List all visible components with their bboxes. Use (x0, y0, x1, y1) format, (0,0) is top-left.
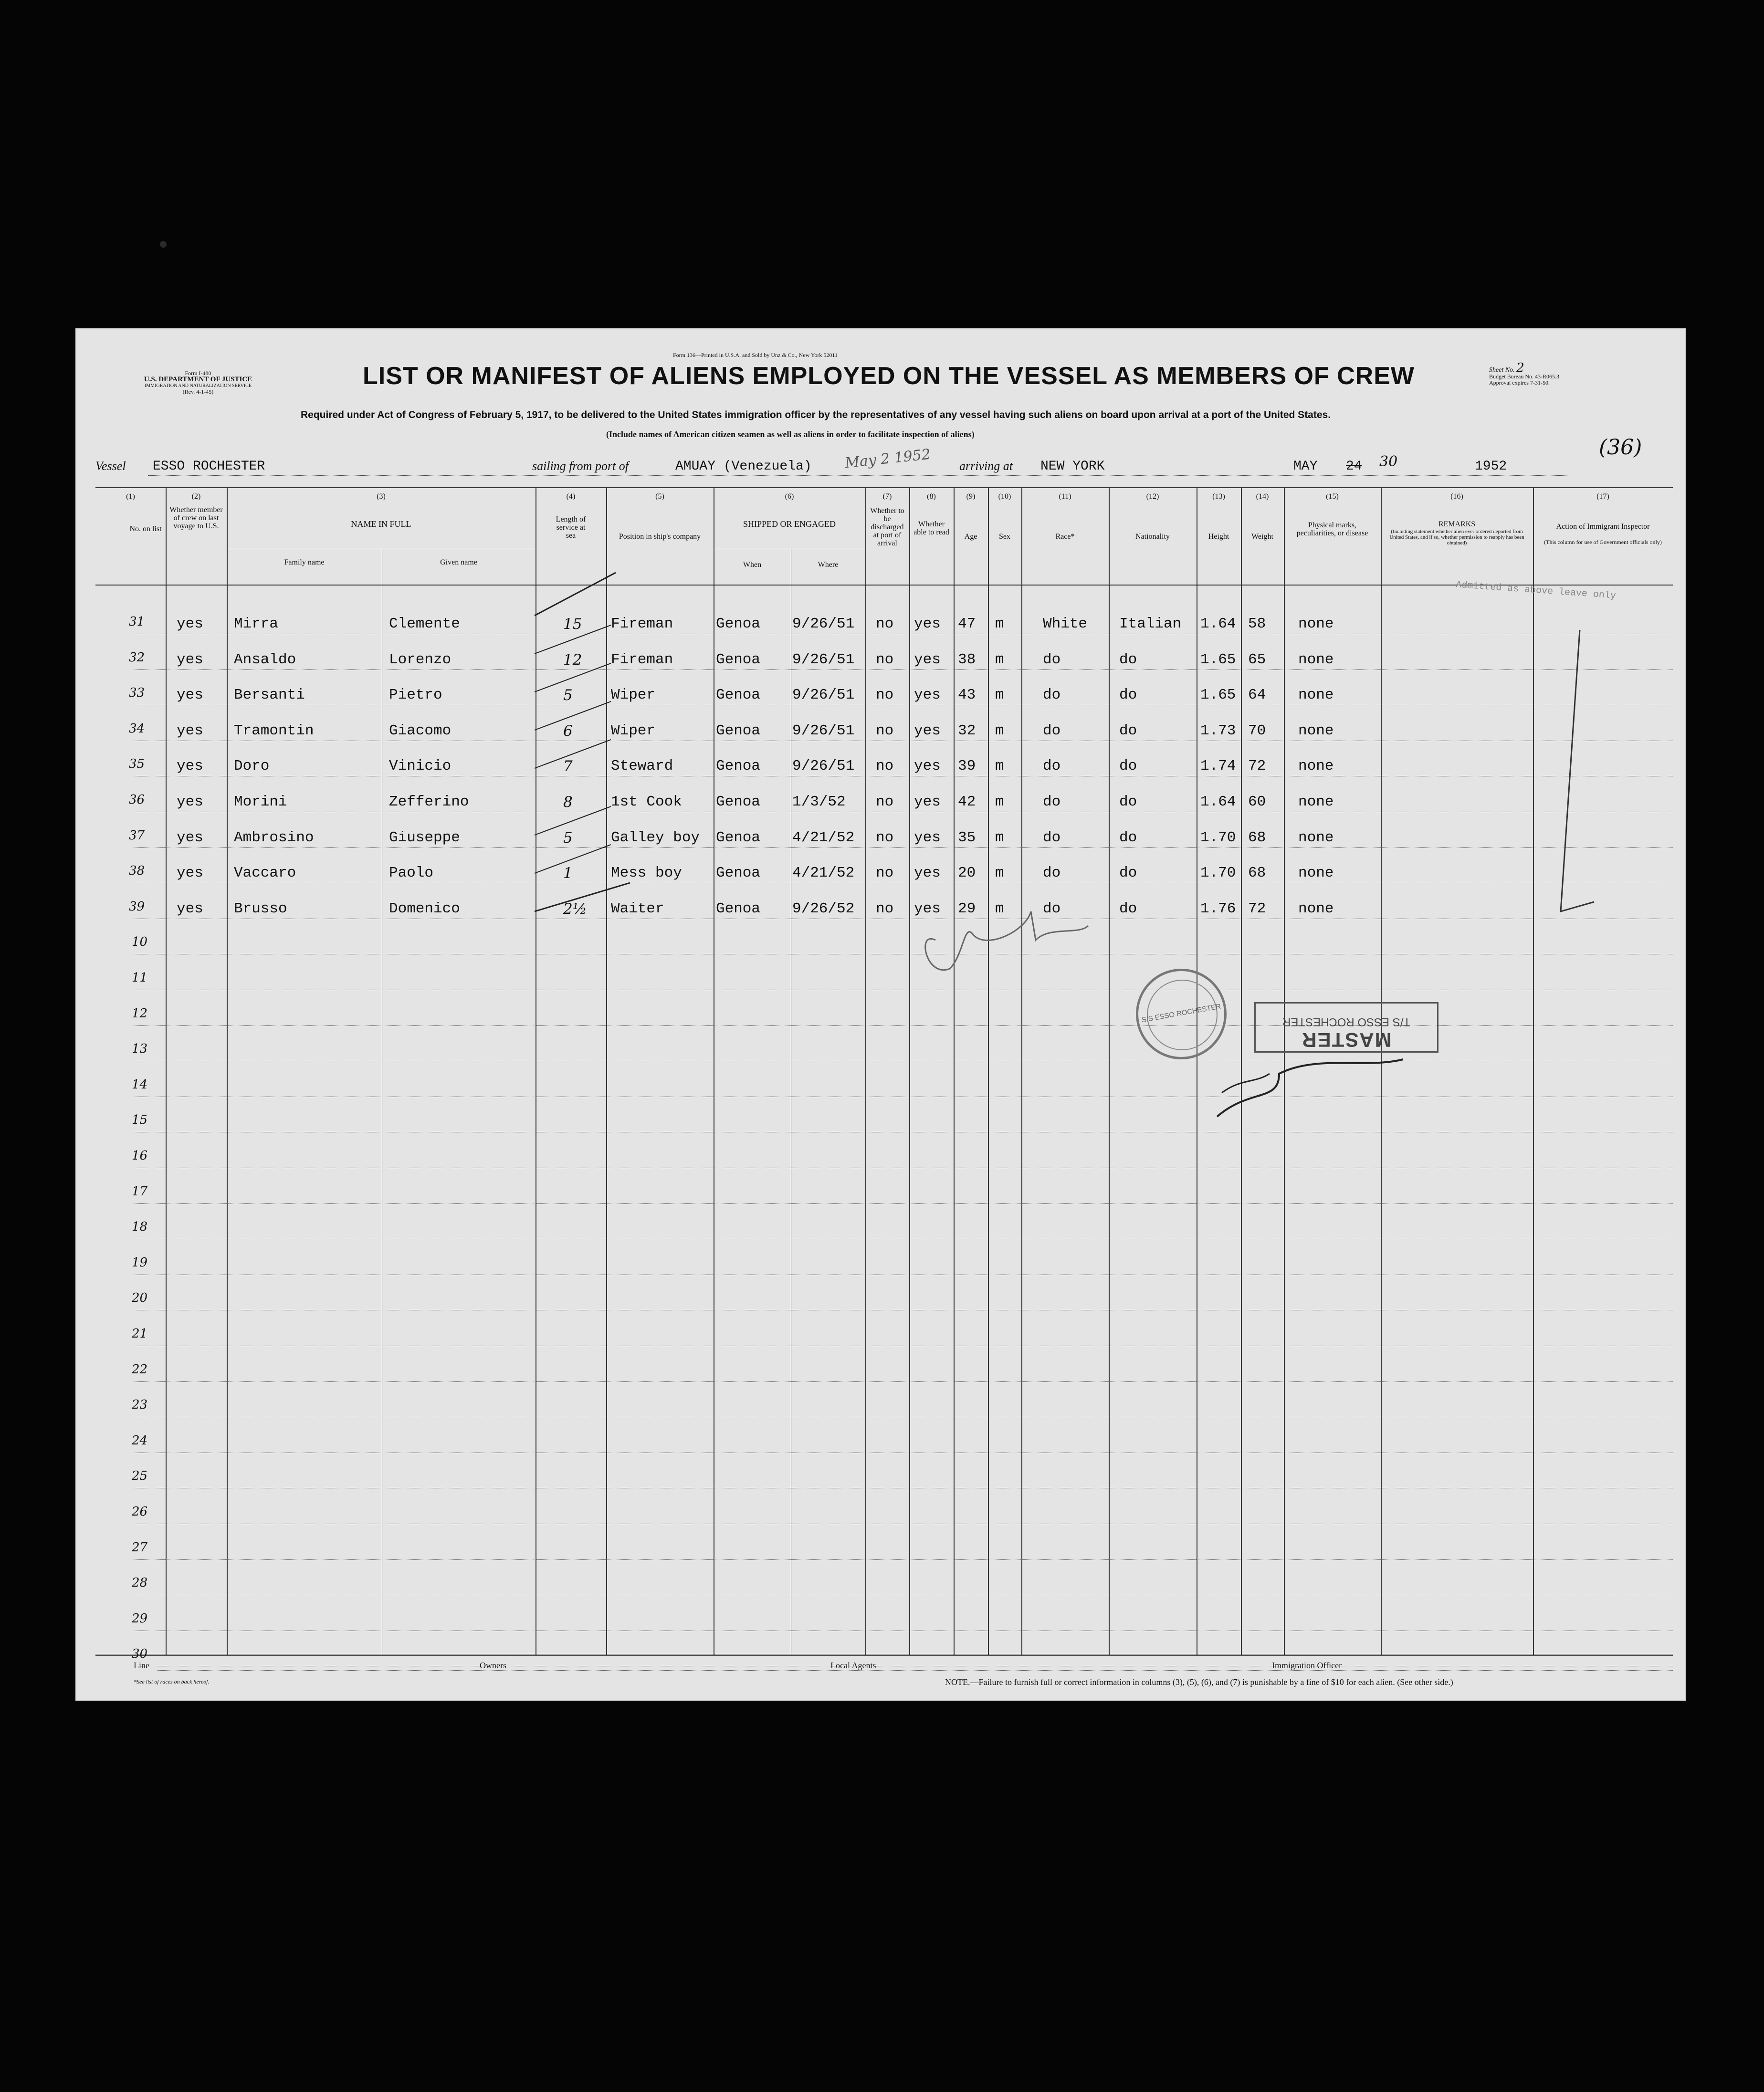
shipped-where-cell: Genoa (716, 616, 761, 632)
weight-cell: 64 (1248, 687, 1266, 704)
family-name-cell: Vaccaro (234, 865, 296, 882)
col13-number: (13) (1212, 492, 1225, 501)
discharged-cell: no (876, 687, 894, 704)
where-header: Where (818, 561, 839, 569)
nationality-cell: do (1119, 722, 1137, 739)
ship-seal-stamp (1136, 969, 1227, 1059)
physical-marks-cell: none (1298, 722, 1334, 739)
age-cell: 20 (958, 865, 976, 882)
position-cell: Mess boy (611, 865, 682, 882)
col7-number: (7) (882, 492, 892, 501)
shipped-when-cell: 4/21/52 (792, 865, 855, 882)
position-cell: Fireman (611, 616, 673, 632)
shipped-when-cell: 9/26/52 (792, 900, 855, 917)
arrival-month: MAY (1293, 459, 1318, 474)
col3-header: NAME IN FULL (351, 519, 411, 529)
able-to-read-cell: yes (914, 794, 941, 810)
footer-line-label: Line (134, 1661, 149, 1670)
nationality-cell: do (1119, 900, 1137, 917)
age-cell: 47 (958, 616, 976, 632)
department: U.S. DEPARTMENT OF JUSTICE (144, 376, 252, 383)
col17-subheader: (This column for use of Government officials only) (1544, 539, 1662, 545)
col17-number: (17) (1596, 492, 1609, 501)
given-name-cell: Lorenzo (389, 651, 452, 668)
arrival-port: NEW YORK (1040, 459, 1105, 474)
row-number: 35 (129, 757, 145, 772)
col6-header: SHIPPED OR ENGAGED (743, 519, 836, 529)
height-cell: 1.76 (1200, 900, 1236, 917)
able-to-read-cell: yes (914, 758, 941, 775)
discharged-cell: no (876, 829, 894, 846)
discharged-cell: no (876, 900, 894, 917)
shipped-where-cell: Genoa (716, 722, 761, 739)
family-name-cell: Doro (234, 758, 270, 775)
form-subtitle: Required under Act of Congress of February 5, 1917, to be delivered to the United States immigration officer by the representatives of any vessel having such aliens on board upon arrival at a port of the United States. (301, 409, 1331, 420)
physical-marks-cell: none (1298, 865, 1334, 882)
row-number: 31 (129, 615, 145, 629)
able-to-read-cell: yes (914, 829, 941, 846)
age-cell: 38 (958, 651, 976, 668)
penalty-note: NOTE.—Failure to furnish full or correct information in columns (3), (5), (6), and (7) is punishable by a fine of $10 for each alien. (See other side.) (945, 1677, 1453, 1687)
position-cell: Wiper (611, 722, 656, 739)
col5-number: (5) (655, 492, 664, 501)
height-cell: 1.70 (1200, 829, 1236, 846)
vessel-label: Vessel (95, 459, 126, 473)
pen-strokes (76, 329, 1685, 1700)
prior-voyage-cell: yes (177, 829, 203, 846)
family-name-cell: Bersanti (234, 687, 305, 704)
row-number: 36 (129, 793, 145, 807)
footer-owners-label: Owners (480, 1661, 506, 1670)
prior-voyage-cell: yes (177, 900, 203, 917)
service: IMMIGRATION AND NATURALIZATION SERVICE (145, 383, 252, 388)
row-number: 33 (129, 686, 145, 701)
discharged-cell: no (876, 616, 894, 632)
prior-voyage-cell: yes (177, 651, 203, 668)
row-number: 22 (132, 1362, 148, 1377)
row-number: 34 (129, 721, 145, 736)
row-number: 26 (132, 1505, 148, 1519)
weight-cell: 60 (1248, 794, 1266, 810)
weight-cell: 68 (1248, 829, 1266, 846)
prior-voyage-cell: yes (177, 687, 203, 704)
race-cell: do (1043, 794, 1061, 810)
weight-cell: 65 (1248, 651, 1266, 668)
given-name-cell: Paolo (389, 865, 434, 882)
budget-bureau: Budget Bureau No. 43-R065.3. (1489, 373, 1561, 380)
row-number: 18 (132, 1220, 148, 1234)
weight-cell: 58 (1248, 616, 1266, 632)
able-to-read-cell: yes (914, 616, 941, 632)
family-name-cell: Brusso (234, 900, 287, 917)
service-length-cell: 6 (563, 722, 573, 740)
family-name-cell: Tramontin (234, 722, 314, 739)
weight-cell: 70 (1248, 722, 1266, 739)
row-number: 20 (132, 1291, 148, 1306)
shipped-where-cell: Genoa (716, 794, 761, 810)
height-cell: 1.70 (1200, 865, 1236, 882)
footer-agents-label: Local Agents (830, 1661, 876, 1670)
service-length-cell: 15 (563, 616, 582, 633)
shipped-where-cell: Genoa (716, 865, 761, 882)
col14-number: (14) (1256, 492, 1269, 501)
shipped-when-cell: 4/21/52 (792, 829, 855, 846)
sex-cell: m (995, 651, 1004, 668)
footer-officer-label: Immigration Officer (1272, 1661, 1342, 1670)
col4-header: Length of service at sea (556, 515, 586, 540)
col16-subheader: (Including statement whether alien ever ordered deported from United States, and if so, whether permission to reapply has been obtained) (1389, 529, 1524, 546)
given-name-header: Given name (440, 558, 477, 566)
manifest-sheet (76, 329, 1685, 1700)
row-number: 25 (132, 1469, 148, 1484)
position-cell: Waiter (611, 900, 664, 917)
height-cell: 1.65 (1200, 687, 1236, 704)
service-length-cell: 5 (563, 829, 573, 847)
row-number: 16 (132, 1149, 148, 1163)
col13-header: Height (1208, 533, 1229, 541)
col2-number: (2) (191, 492, 201, 501)
col8-number: (8) (927, 492, 936, 501)
row-number: 27 (132, 1540, 148, 1555)
race-cell: do (1043, 651, 1061, 668)
height-cell: 1.64 (1200, 794, 1236, 810)
service-length-cell: 1 (563, 865, 573, 882)
col3-number: (3) (377, 492, 386, 501)
able-to-read-cell: yes (914, 687, 941, 704)
sailing-label: sailing from port of (532, 459, 629, 473)
race-cell: do (1043, 687, 1061, 704)
prior-voyage-cell: yes (177, 758, 203, 775)
col9-header: Age (964, 533, 977, 541)
service-length-cell: 2½ (563, 900, 587, 918)
shipped-where-cell: Genoa (716, 687, 761, 704)
sex-cell: m (995, 722, 1004, 739)
nationality-cell: do (1119, 651, 1137, 668)
col9-number: (9) (966, 492, 976, 501)
shipped-where-cell: Genoa (716, 651, 761, 668)
col10-header: Sex (999, 533, 1010, 541)
given-name-cell: Zefferino (389, 794, 469, 810)
age-cell: 43 (958, 687, 976, 704)
arriving-label: arriving at (959, 459, 1013, 473)
weight-cell: 72 (1248, 900, 1266, 917)
include-note: (Include names of American citizen seamen as well as aliens in order to facilitate inspection of aliens) (606, 429, 975, 439)
col10-number: (10) (998, 492, 1011, 501)
row-number: 23 (132, 1398, 148, 1412)
col15-header: Physical marks, peculiarities, or disease (1296, 521, 1368, 537)
row-number: 11 (132, 971, 148, 985)
service-length-cell: 7 (563, 758, 573, 775)
position-cell: 1st Cook (611, 794, 682, 810)
revision: (Rev. 4-1-45) (182, 388, 214, 395)
seal-text: S/S ESSO ROCHESTER (1141, 1002, 1222, 1025)
col4-number: (4) (566, 492, 576, 501)
race-cell: do (1043, 758, 1061, 775)
vessel-name: ESSO ROCHESTER (153, 459, 265, 474)
col2-header: Whether member of crew on last voyage to U.S. (169, 506, 223, 530)
given-name-cell: Vinicio (389, 758, 452, 775)
col17-header: Action of Immigrant Inspector (1556, 523, 1650, 531)
sex-cell: m (995, 829, 1004, 846)
col12-number: (12) (1146, 492, 1159, 501)
nationality-cell: do (1119, 758, 1137, 775)
sex-cell: m (995, 865, 1004, 882)
discharged-cell: no (876, 722, 894, 739)
height-cell: 1.73 (1200, 722, 1236, 739)
shipped-where-cell: Genoa (716, 829, 761, 846)
sex-cell: m (995, 758, 1004, 775)
family-name-cell: Ansaldo (234, 651, 296, 668)
weight-cell: 68 (1248, 865, 1266, 882)
printer-line: Form 136—Printed in U.S.A. and Sold by Unz & Co., New York 52011 (673, 352, 838, 358)
races-footnote: *See list of races on back hereof. (134, 1678, 210, 1685)
arrival-year: 1952 (1475, 459, 1507, 474)
col16-header: REMARKS (1438, 520, 1476, 528)
nationality-cell: do (1119, 687, 1137, 704)
position-cell: Steward (611, 758, 673, 775)
row-number: 17 (132, 1184, 148, 1199)
service-length-cell: 5 (563, 687, 573, 704)
age-cell: 39 (958, 758, 976, 775)
row-number: 19 (132, 1255, 148, 1270)
col12-header: Nationality (1135, 533, 1170, 541)
shipped-when-cell: 9/26/51 (792, 758, 855, 775)
col1-header: No. on list (129, 525, 162, 533)
discharged-cell: no (876, 651, 894, 668)
family-name-header: Family name (284, 558, 325, 566)
physical-marks-cell: none (1298, 829, 1334, 846)
able-to-read-cell: yes (914, 651, 941, 668)
row-number: 29 (132, 1611, 148, 1626)
race-cell: do (1043, 829, 1061, 846)
family-name-cell: Mirra (234, 616, 279, 632)
col5-header: Position in ship's company (619, 533, 701, 541)
physical-marks-cell: none (1298, 616, 1334, 632)
row-number: 39 (129, 899, 145, 914)
shipped-when-cell: 9/26/51 (792, 722, 855, 739)
row-number: 30 (132, 1647, 148, 1662)
col6-number: (6) (785, 492, 794, 501)
age-cell: 42 (958, 794, 976, 810)
form-title: LIST OR MANIFEST OF ALIENS EMPLOYED ON THE VESSEL AS MEMBERS OF CREW (363, 362, 1415, 390)
height-cell: 1.65 (1200, 651, 1236, 668)
prior-voyage-cell: yes (177, 722, 203, 739)
family-name-cell: Morini (234, 794, 287, 810)
prior-voyage-cell: yes (177, 616, 203, 632)
master-stamp (1254, 1002, 1438, 1053)
sex-cell: m (995, 687, 1004, 704)
col11-number: (11) (1059, 492, 1071, 501)
sex-cell: m (995, 900, 1004, 917)
shipped-when-cell: 9/26/51 (792, 687, 855, 704)
sex-cell: m (995, 616, 1004, 632)
shipped-when-cell: 9/26/51 (792, 651, 855, 668)
weight-cell: 72 (1248, 758, 1266, 775)
nationality-cell: do (1119, 829, 1137, 846)
shipped-when-cell: 9/26/51 (792, 616, 855, 632)
form-number: Form I-480 (185, 370, 211, 377)
sex-cell: m (995, 794, 1004, 810)
row-number: 13 (132, 1042, 148, 1056)
when-header: When (743, 561, 762, 569)
row-number: 12 (132, 1006, 148, 1021)
age-cell: 32 (958, 722, 976, 739)
page-count: (36) (1599, 435, 1642, 460)
physical-marks-cell: none (1298, 687, 1334, 704)
sheet-number: 2 (1516, 361, 1524, 375)
row-number: 10 (132, 935, 148, 950)
arrival-day: 30 (1379, 453, 1398, 470)
able-to-read-cell: yes (914, 865, 941, 882)
race-cell: do (1043, 722, 1061, 739)
row-number: 37 (129, 828, 145, 843)
row-number: 32 (129, 650, 145, 665)
approval-expiry: Approval expires 7-31-50. (1489, 379, 1550, 386)
sheet-label: Sheet No. (1489, 366, 1515, 374)
col7-header: Whether to be discharged at port of arrival (870, 507, 904, 547)
given-name-cell: Giacomo (389, 722, 452, 739)
age-cell: 29 (958, 900, 976, 917)
master-vessel: T/S ESSO ROCHESTER (1282, 1015, 1411, 1028)
discharged-cell: no (876, 758, 894, 775)
row-number: 38 (129, 864, 145, 879)
height-cell: 1.64 (1200, 616, 1236, 632)
given-name-cell: Domenico (389, 900, 460, 917)
physical-marks-cell: none (1298, 794, 1334, 810)
shipped-where-cell: Genoa (716, 758, 761, 775)
given-name-cell: Pietro (389, 687, 442, 704)
footer-row (134, 1661, 1673, 1675)
position-cell: Galley boy (611, 829, 700, 846)
shipped-where-cell: Genoa (716, 900, 761, 917)
row-number: 15 (132, 1113, 148, 1128)
arrival-day-struck: 24 (1346, 459, 1362, 474)
departure-port: AMUAY (Venezuela) (675, 459, 812, 474)
prior-voyage-cell: yes (177, 794, 203, 810)
position-cell: Fireman (611, 651, 673, 668)
film-speck (160, 241, 167, 248)
family-name-cell: Ambrosino (234, 829, 314, 846)
col14-header: Weight (1251, 533, 1273, 541)
discharged-cell: no (876, 794, 894, 810)
nationality-cell: do (1119, 794, 1137, 810)
height-cell: 1.74 (1200, 758, 1236, 775)
physical-marks-cell: none (1298, 758, 1334, 775)
row-number: 24 (132, 1433, 148, 1448)
handwritten-departure-date: May 2 1952 (844, 446, 932, 472)
col11-header: Race* (1055, 533, 1075, 541)
row-number: 21 (132, 1327, 148, 1341)
discharged-cell: no (876, 865, 894, 882)
able-to-read-cell: yes (914, 722, 941, 739)
given-name-cell: Giuseppe (389, 829, 460, 846)
col1-number: (1) (126, 492, 135, 501)
able-to-read-cell: yes (914, 900, 941, 917)
age-cell: 35 (958, 829, 976, 846)
col16-number: (16) (1450, 492, 1463, 501)
col8-header: Whether able to read (914, 520, 949, 536)
row-number: 28 (132, 1576, 148, 1590)
race-cell: do (1043, 900, 1061, 917)
shipped-when-cell: 1/3/52 (792, 794, 846, 810)
service-length-cell: 8 (563, 794, 573, 811)
master-title: MASTER (1301, 1029, 1392, 1051)
nationality-cell: do (1119, 865, 1137, 882)
row-number: 14 (132, 1077, 148, 1092)
physical-marks-cell: none (1298, 900, 1334, 917)
race-cell: White (1043, 616, 1088, 632)
service-length-cell: 12 (563, 651, 582, 669)
race-cell: do (1043, 865, 1061, 882)
inspector-note: Admitted as above leave only (1455, 579, 1617, 602)
physical-marks-cell: none (1298, 651, 1334, 668)
col15-number: (15) (1326, 492, 1339, 501)
position-cell: Wiper (611, 687, 656, 704)
prior-voyage-cell: yes (177, 865, 203, 882)
nationality-cell: Italian (1119, 616, 1182, 632)
given-name-cell: Clemente (389, 616, 460, 632)
